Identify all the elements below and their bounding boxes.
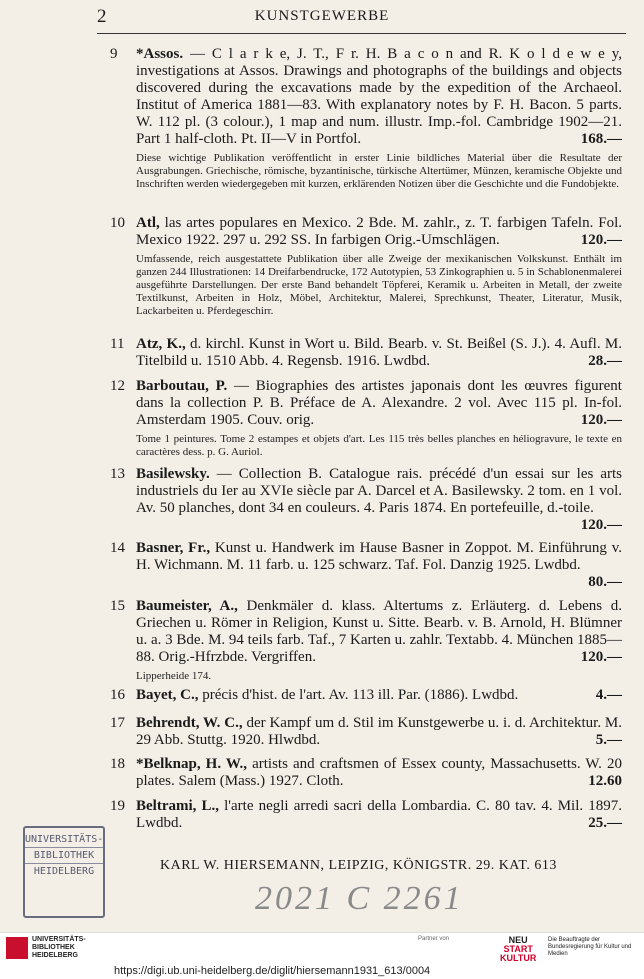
entry-head: Barboutau, P. [136, 378, 228, 394]
page-url-link[interactable]: https://digi.ub.uni-heidelberg.de/diglit/hiersemann1931_613/0004 [114, 965, 431, 977]
entry-number: 15 [110, 598, 125, 614]
entry-price: 120.— [580, 412, 622, 428]
entry-text: Barboutau, P. — Biographies des artistes japonais dont les œuvres figurent dans la collection P. B. Préface de A. Alexandre. 2 vol. Avec 115 pl. In-fol. Amsterdam 1905. Couv. orig. 120.— [136, 378, 622, 428]
entry-head: Beltrami, L., [136, 798, 220, 814]
entry-number: 12 [110, 378, 125, 394]
entry-number: 16 [110, 687, 125, 703]
catalog-entry-14 [112, 540, 622, 591]
entry-note: Diese wichtige Publikation veröffentlicht in erster Linie bildliches Material über die Resultate der Ausgrabungen. Griechische, römische, byzantinische, türkische Altertümer, Münzen, keramische Objekte und Inschriften werden wiedergegeben mit kurzen, erklärenden Notizen über die Geschichte und die Fundobjekte. [136, 152, 622, 190]
entry-text: Beltrami, L., l'arte negli arredi sacri della Lombardia. C. 80 tav. 4. Mil. 1897. Lwdbd. 25.— [136, 798, 622, 831]
entry-note: Tome 1 peintures. Tome 2 estampes et objets d'art. Les 115 très belles planches en héliogravure, le texte en caractères dess. p. G. Auriol. [136, 433, 622, 458]
header-rule [97, 33, 626, 34]
entry-head: Atz, K., [136, 336, 186, 352]
entry-number: 17 [110, 715, 125, 731]
entry-text: *Belknap, H. W., artists and craftsmen of Essex county, Massachusetts. W. 20 plates. Salem (Mass.) 1927. Cloth. 12.60 [136, 756, 622, 789]
entry-head: Basilewsky. [136, 466, 210, 482]
entry-text: Basner, Fr., Kunst u. Handwerk im Hause Basner in Zoppot. M. Einführung v. H. Wichmann. M. 11 farb. u. 125 schwarz. Taf. Fol. Danzig 1925. Lwdbd. 80.— [136, 540, 622, 590]
catalog-entry-11 [112, 336, 622, 370]
catalog-entry-17 [112, 715, 622, 749]
bund-logo-text: Die Beauftragte der Bundesregierung für Kultur und Medien [548, 937, 632, 957]
shelfmark-signature: 2021 C 2261 [255, 880, 464, 917]
publisher-footer: KARL W. HIERSEMANN, LEIPZIG, KÖNIGSTR. 29. KAT. 613 [160, 858, 557, 873]
entry-price: 25.— [588, 815, 622, 831]
entry-head: Baumeister, A., [136, 598, 238, 614]
entry-text: Behrendt, W. C., der Kampf um d. Stil im Kunstgewerbe u. i. d. Architektur. M. 29 Abb. Stuttg. 1920. Hlwdbd. 5.— [136, 715, 623, 748]
entry-number: 14 [110, 540, 125, 556]
page-number: 2 [97, 6, 107, 27]
catalog-entry-18 [112, 756, 622, 790]
entry-head: Atl, [136, 215, 160, 231]
catalog-entry-12 [112, 378, 622, 459]
entry-price: 168.— [580, 131, 622, 147]
entry-head: Basner, Fr., [136, 540, 211, 556]
viewer-bottom-bar [0, 932, 644, 979]
catalog-entry-15 [112, 598, 622, 683]
entry-number: 11 [110, 336, 125, 352]
catalog-entry-9 [112, 46, 622, 191]
entry-number: 18 [110, 756, 125, 772]
entry-head: Behrendt, W. C., [136, 715, 243, 731]
library-logo-icon [6, 937, 28, 959]
entry-head: Bayet, C., [136, 687, 199, 703]
entry-price: 5.— [595, 732, 622, 748]
entry-number: 9 [110, 46, 118, 62]
entry-text: Basilewsky. — Collection B. Catalogue rais. précédé d'un essai sur les arts industriels du Ier au XVIe siècle par A. Darcel et A. Basilewsky. 2 tom. en 1 vol. Av. 50 planches, dont 34 en couleurs. 4. Paris 1874. En portefeuille, d.-toile. 120.— [136, 466, 622, 533]
entry-text: *Assos. — C l a r k e, J. T., F r. H. B a c o n and R. K o l d e w e y, investigations at Assos. Drawings and photographs of the buildings and objects discovered during the excavations made by the expedition of the Archaeol. Institut of America 1881—83. With explanatory notes by F. H. Bacon. 5 parts. W. 112 pl. (3 colour.), 1 map and num. illustr. Imp.-fol. Cambridge 1902—21. Part 1 half-cloth. Pt. II—V in Portfol. 168.— [136, 46, 622, 147]
entry-price: 120.— [580, 517, 622, 533]
catalog-entry-19 [112, 798, 622, 832]
entry-number: 13 [110, 466, 125, 482]
entry-text: Atz, K., d. kirchl. Kunst in Wort u. Bild. Bearb. v. St. Beißel (S. J.). 4. Aufl. M. Titelbild u. 1510 Abb. 4. Regensb. 1916. Lwdbd. 28.— [136, 336, 622, 369]
entry-price: 4.— [595, 687, 622, 703]
entry-price: 120.— [580, 649, 622, 665]
entry-head: *Belknap, H. W., [136, 756, 248, 772]
catalog-entry-16 [112, 687, 622, 704]
entry-price: 28.— [588, 353, 622, 369]
entry-text: Baumeister, A., Denkmäler d. klass. Altertums z. Erläuterg. d. Lebens d. Griechen u. Römer in Religion, Kunst u. Sitte. Bearb. v. B. Arnold, H. Blümner u. a. 3 Bde. M. 94 teils farb. Taf., 7 Karten u. zahlr. Textabb. 4. München 1885—88. Orig.-Hfrzbde. Vergriffen. 120.— [136, 598, 622, 665]
entry-head: *Assos. [136, 46, 184, 62]
library-logo-text: UNIVERSITÄTS- BIBLIOTHEK HEIDELBERG [32, 936, 86, 959]
entry-text: Atl, las artes populares en Mexico. 2 Bde. M. zahlr., z. T. farbigen Tafeln. Fol. Mexico 1922. 297 u. 292 SS. In farbigen Orig.-Umschlägen. 120.— [136, 215, 622, 248]
catalog-entry-10 [112, 215, 622, 318]
entry-note: Lipperheide 174. [136, 670, 212, 682]
entry-note: Umfassende, reich ausgestattete Publikation über alle Zweige der mexikanischen Volkskunst. Enthält im ganzen 244 Illustrationen: 14 Dreifarbendrucke, 172 Autotypien, 53 Zinkographien u. 5 in Schablonenmalerei ausgeführte Darstellungen. Der erste Band behandelt Töpferei, Keramik u. Arbeiten in Metall, der zweite Textilkunst, Arbeiten in Holz, Möbel, Architektur, Malerei, Sprechkunst, Theater, Literatur, Musik, Lackarbeiten u. Pferdegeschirr. [136, 253, 622, 317]
page-title: KUNSTGEWERBE [254, 8, 390, 24]
library-stamp: UNIVERSITÄTS- BIBLIOTHEK HEIDELBERG [23, 826, 105, 918]
catalog-entry-13 [112, 466, 622, 534]
entry-text: Bayet, C., précis d'hist. de l'art. Av. 113 ill. Par. (1886). Lwdbd. 4.— [136, 687, 622, 703]
entry-number: 10 [110, 215, 125, 231]
entry-number: 19 [110, 798, 125, 814]
entry-price: 12.60 [588, 773, 622, 789]
partner-label: Partner von [418, 936, 450, 942]
entry-price: 80.— [588, 574, 622, 590]
neustart-kultur-logo: NEU START KULTUR [500, 935, 537, 963]
entry-price: 120.— [580, 232, 622, 248]
